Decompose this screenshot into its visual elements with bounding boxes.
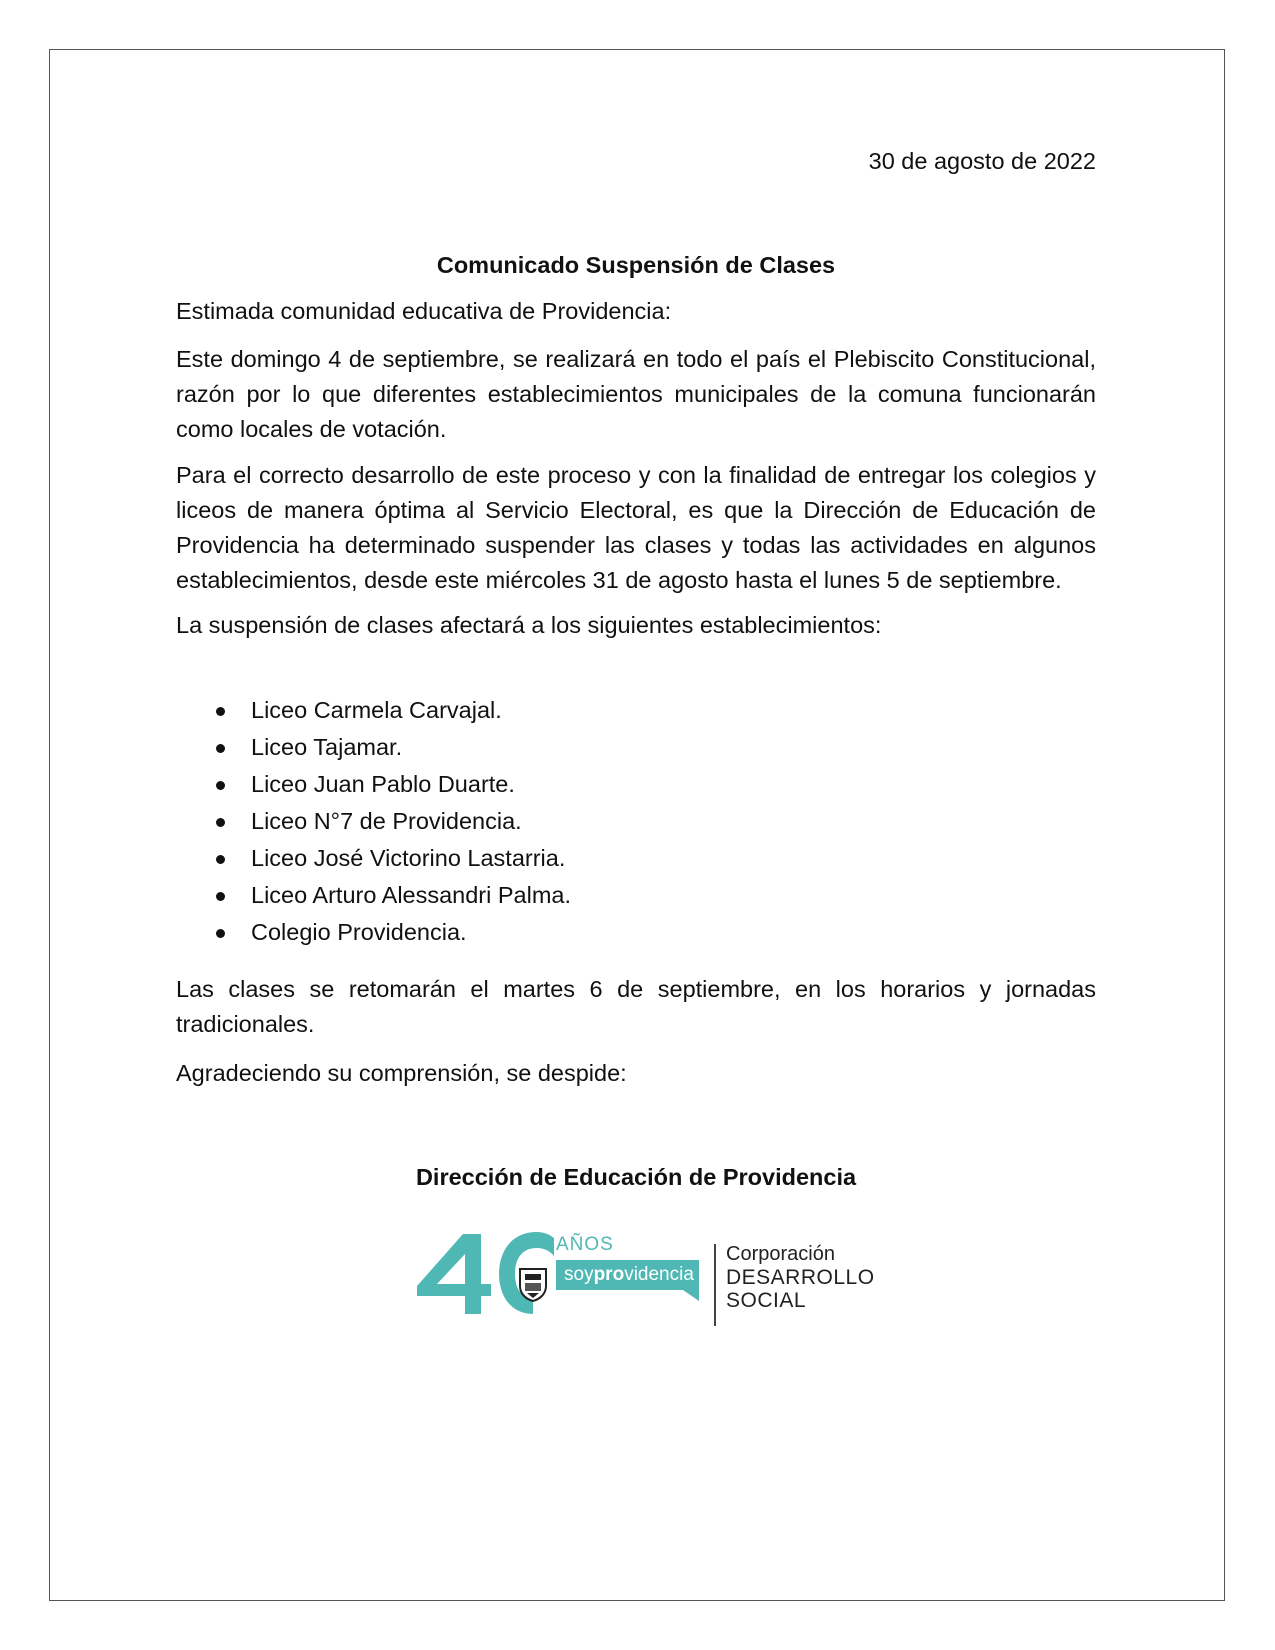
paragraph-plebiscito: Este domingo 4 de septiembre, se realizará en todo el país el Plebiscito Constitucional, razón por lo que diferentes establecimientos municipales de la comuna funcionarán como locales de votación. [176,346,1096,442]
logo-divider [714,1244,716,1326]
logo [415,1228,875,1338]
list-item: Liceo N°7 de Providencia. [176,803,571,840]
speech-tail-icon [683,1290,701,1302]
farewell: Agradeciendo su comprensión, se despide: [176,1060,627,1086]
list-item: Liceo José Victorino Lastarria. [176,840,571,877]
letter-date: 30 de agosto de 2022 [868,148,1096,174]
letter-title: Comunicado Suspensión de Clases [436,252,836,278]
shield-icon [518,1266,548,1302]
signature: Dirección de Educación de Providencia [415,1164,857,1190]
bullet-icon [216,744,225,753]
corporacion-logo-text: Corporación DESARROLLO SOCIAL [726,1243,875,1312]
list-item: Colegio Providencia. [176,914,571,951]
bullet-icon [216,855,225,864]
greeting: Estimada comunidad educativa de Providencia: [176,298,672,324]
soyprovidencia-badge: soyprovidencia [556,1260,699,1290]
anos-label: AÑOS [556,1234,614,1255]
list-item: Liceo Tajamar. [176,729,571,766]
bullet-icon [216,818,225,827]
bullet-icon [216,892,225,901]
list-item: Liceo Arturo Alessandri Palma. [176,877,571,914]
paragraph-list-intro: La suspensión de clases afectará a los siguientes establecimientos: [176,612,882,638]
list-item: Liceo Carmela Carvajal. [176,692,571,729]
list-item: Liceo Juan Pablo Duarte. [176,766,571,803]
bullet-icon [216,781,225,790]
bullet-icon [216,707,225,716]
paragraph-suspension: Para el correcto desarrollo de este proceso y con la finalidad de entregar los colegios y liceos de manera óptima al Servicio Electoral, es que la Dirección de Educación de Providencia ha determinado suspender las clases y todas las actividades en algunos establecimientos, desde este miércoles 31 de agosto hasta el lunes 5 de septiembre. [176,462,1096,593]
establishment-list [176,692,571,951]
paragraph-resume-classes: Las clases se retomarán el martes 6 de septiembre, en los horarios y jornadas tradicionales. [176,976,1096,1037]
bullet-icon [216,929,225,938]
